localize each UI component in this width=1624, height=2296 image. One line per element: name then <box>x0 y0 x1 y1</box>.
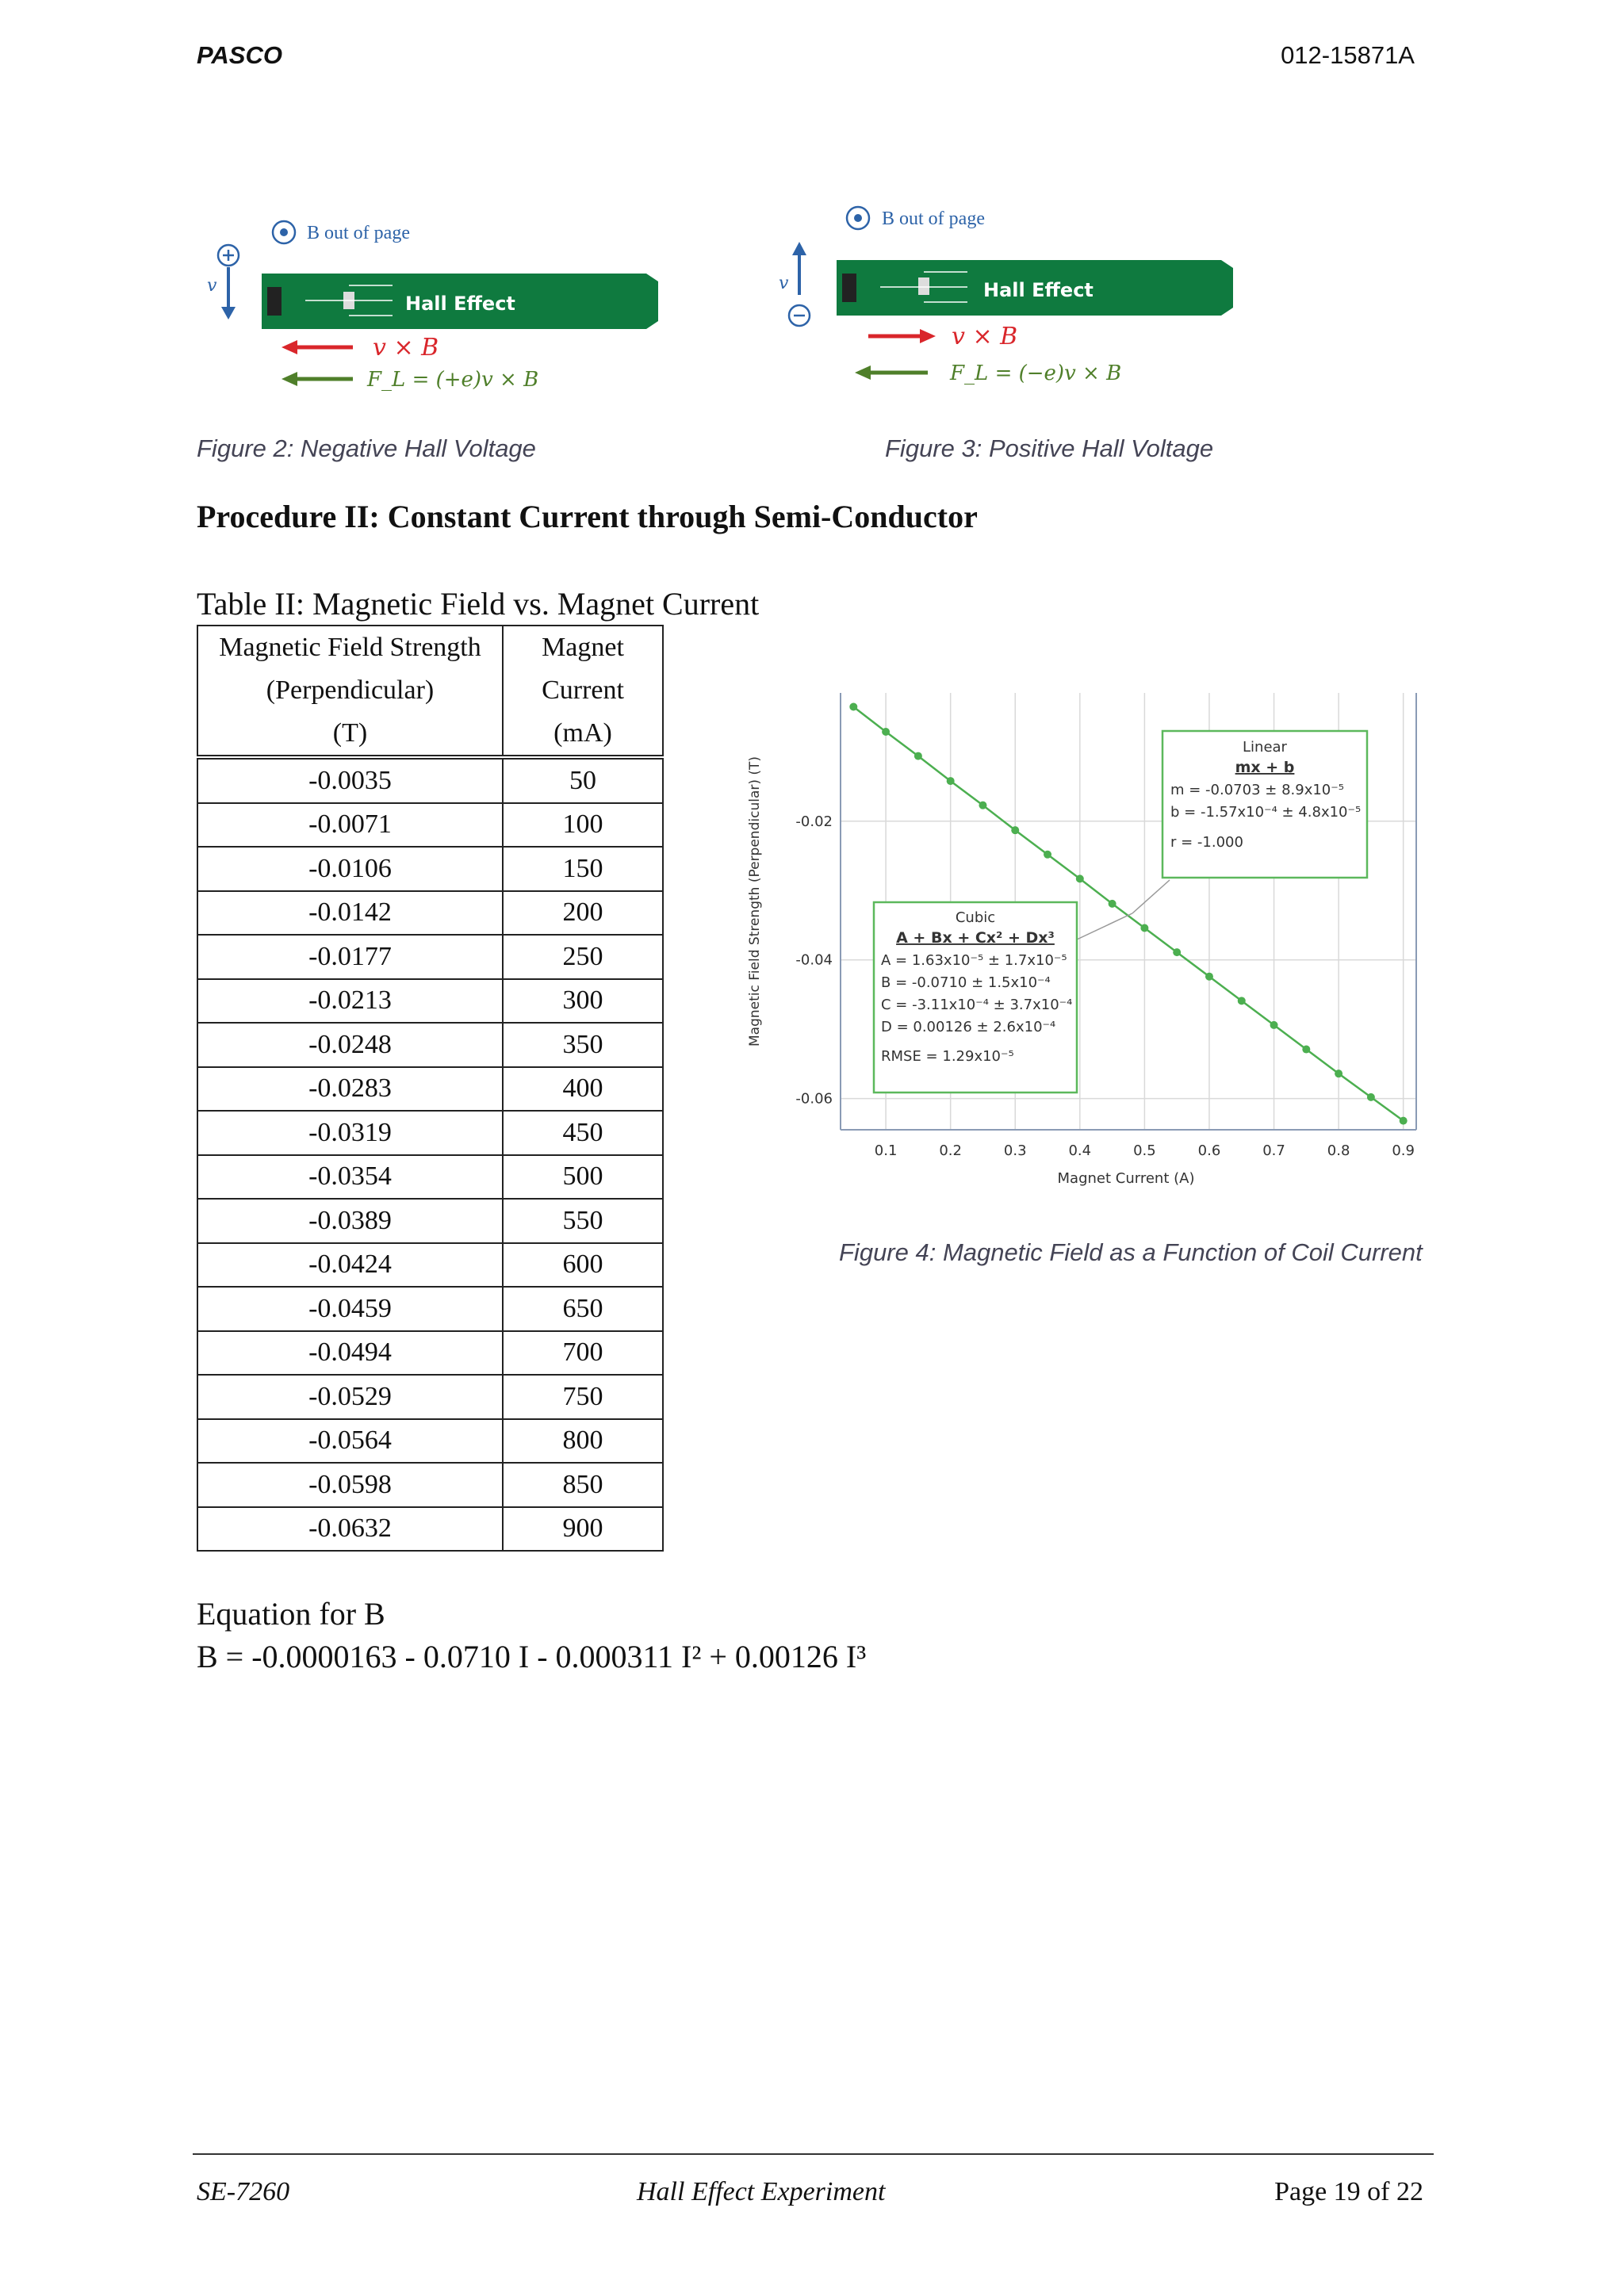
velocity-down-arrow-icon <box>221 267 236 320</box>
field-strength-cell: -0.0177 <box>197 935 503 979</box>
footer-divider <box>193 2153 1434 2155</box>
equation-label: Equation for B <box>197 1596 385 1632</box>
velocity-label: v <box>207 276 217 296</box>
table-row <box>197 1463 663 1507</box>
field-strength-cell: -0.0494 <box>197 1331 503 1376</box>
data-point <box>1173 948 1181 956</box>
table-row <box>197 1111 663 1155</box>
magnet-current-cell: 150 <box>503 847 663 891</box>
table-row <box>197 1287 663 1331</box>
hall-effect-board <box>262 274 658 329</box>
table-header-current: Magnet Current (mA) <box>503 626 663 757</box>
x-tick-label: 0.6 <box>1197 1142 1221 1159</box>
field-strength-cell: -0.0248 <box>197 1023 503 1067</box>
board-label: Hall Effect <box>405 293 515 315</box>
svg-text:C = -3.11x10⁻⁴ ± 3.7x10⁻⁴: C = -3.11x10⁻⁴ ± 3.7x10⁻⁴ <box>881 997 1073 1013</box>
table-row <box>197 847 663 891</box>
b-label: B out of page <box>307 223 410 243</box>
data-point <box>1109 900 1116 908</box>
magnet-current-cell: 700 <box>503 1331 663 1376</box>
data-point <box>1140 924 1148 932</box>
magnet-current-cell: 450 <box>503 1111 663 1155</box>
x-tick-label: 0.5 <box>1133 1142 1156 1159</box>
field-strength-cell: -0.0319 <box>197 1111 503 1155</box>
table-row <box>197 1067 663 1112</box>
field-strength-cell: -0.0632 <box>197 1507 503 1552</box>
magnet-current-cell: 400 <box>503 1067 663 1112</box>
table-row <box>197 1243 663 1288</box>
x-tick-label: 0.3 <box>1003 1142 1027 1159</box>
procedure-heading: Procedure II: Constant Current through Semi-Conductor <box>197 499 978 534</box>
board-label: Hall Effect <box>983 279 1094 301</box>
table-row <box>197 1331 663 1376</box>
negative-charge-icon <box>789 305 810 326</box>
svg-text:A + Bx + Cx² + Dx³: A + Bx + Cx² + Dx³ <box>896 929 1055 947</box>
magnet-current-cell: 300 <box>503 979 663 1024</box>
x-tick-label: 0.4 <box>1068 1142 1092 1159</box>
table-row <box>197 803 663 848</box>
x-tick-label: 0.1 <box>874 1142 898 1159</box>
linear-fit-connector <box>1132 880 1170 913</box>
data-point <box>1205 973 1213 981</box>
magnet-current-cell: 100 <box>503 803 663 848</box>
y-tick-label: -0.02 <box>795 813 833 830</box>
figure-2-caption: Figure 2: Negative Hall Voltage <box>197 434 536 462</box>
field-strength-cell: -0.0529 <box>197 1375 503 1419</box>
data-point <box>1044 851 1051 859</box>
figure-4-caption: Figure 4: Magnetic Field as a Function of Coil Current <box>839 1238 1423 1266</box>
magnet-current-cell: 650 <box>503 1287 663 1331</box>
table-header-field: Magnetic Field Strength (Perpendicular) (T) <box>197 626 503 757</box>
data-point <box>1302 1046 1310 1054</box>
force-eq-2: F_L = (−e)v × B <box>950 362 1122 385</box>
table-row <box>197 1199 663 1243</box>
field-strength-cell: -0.0283 <box>197 1067 503 1112</box>
hall-effect-board <box>837 260 1233 316</box>
figure-positive-hall <box>777 198 1269 392</box>
chart-ylabel: Magnetic Field Strength (Perpendicular) (T) <box>747 756 763 1047</box>
x-tick-label: 0.9 <box>1392 1142 1415 1159</box>
magnet-current-cell: 250 <box>503 935 663 979</box>
figure-negative-hall <box>202 210 694 404</box>
magnetic-field-chart <box>737 682 1435 1201</box>
table-row <box>197 891 663 936</box>
field-strength-cell: -0.0459 <box>197 1287 503 1331</box>
magnet-current-cell: 900 <box>503 1507 663 1552</box>
x-tick-label: 0.8 <box>1327 1142 1350 1159</box>
table-title: Table II: Magnetic Field vs. Magnet Current <box>197 586 760 622</box>
magnet-current-cell: 350 <box>503 1023 663 1067</box>
force-eq-1: v × B <box>373 334 439 362</box>
chart-xlabel: Magnet Current (A) <box>1057 1170 1195 1187</box>
force-eq-2: F_L = (+e)v × B <box>367 368 539 392</box>
data-point <box>979 802 986 809</box>
cubic-fit-box <box>874 902 1077 1093</box>
magnet-current-cell: 800 <box>503 1419 663 1464</box>
magnet-current-cell: 750 <box>503 1375 663 1419</box>
field-strength-cell: -0.0035 <box>197 757 503 803</box>
data-point <box>1400 1117 1408 1125</box>
magnet-current-cell: 50 <box>503 757 663 803</box>
field-strength-cell: -0.0213 <box>197 979 503 1024</box>
data-point <box>914 752 922 760</box>
footer-page-number: Page 19 of 22 <box>1274 2177 1423 2206</box>
table-row <box>197 1375 663 1419</box>
data-point <box>1270 1021 1278 1029</box>
table-row <box>197 1419 663 1464</box>
magnet-current-cell: 600 <box>503 1243 663 1288</box>
field-strength-cell: -0.0106 <box>197 847 503 891</box>
magnet-current-cell: 550 <box>503 1199 663 1243</box>
svg-text:B = -0.0710 ± 1.5x10⁻⁴: B = -0.0710 ± 1.5x10⁻⁴ <box>881 974 1051 991</box>
equation-text: B = -0.0000163 - 0.0710 I - 0.000311 I² + 0.00126 I³ <box>197 1639 867 1674</box>
data-point <box>849 702 857 710</box>
field-strength-cell: -0.0598 <box>197 1463 503 1507</box>
green-left-arrow-icon <box>855 365 928 380</box>
field-strength-cell: -0.0071 <box>197 803 503 848</box>
svg-text:Linear: Linear <box>1243 739 1287 756</box>
data-point <box>882 728 890 736</box>
red-right-arrow-icon <box>868 329 936 343</box>
y-tick-label: -0.06 <box>795 1090 833 1108</box>
svg-text:A = 1.63x10⁻⁵ ± 1.7x10⁻⁵: A = 1.63x10⁻⁵ ± 1.7x10⁻⁵ <box>881 952 1067 969</box>
svg-text:m = -0.0703 ± 8.9x10⁻⁵: m = -0.0703 ± 8.9x10⁻⁵ <box>1170 782 1344 798</box>
table-row <box>197 1507 663 1552</box>
svg-text:RMSE = 1.29x10⁻⁵: RMSE = 1.29x10⁻⁵ <box>881 1048 1014 1065</box>
green-left-arrow-icon <box>282 372 353 386</box>
data-point <box>1011 826 1019 834</box>
y-tick-label: -0.04 <box>795 951 833 969</box>
data-point <box>1076 874 1084 882</box>
red-left-arrow-icon <box>282 340 353 354</box>
velocity-label: v <box>779 274 789 293</box>
force-eq-1: v × B <box>952 323 1018 350</box>
svg-text:mx + b: mx + b <box>1235 759 1295 776</box>
header-doc-number: 012-15871A <box>1281 41 1415 69</box>
data-point <box>1335 1070 1342 1077</box>
table-row <box>197 1023 663 1067</box>
field-strength-cell: -0.0142 <box>197 891 503 936</box>
magnet-current-cell: 200 <box>503 891 663 936</box>
field-strength-cell: -0.0389 <box>197 1199 503 1243</box>
b-label: B out of page <box>882 209 985 229</box>
figure-3-caption: Figure 3: Positive Hall Voltage <box>885 434 1214 462</box>
x-tick-label: 0.2 <box>939 1142 962 1159</box>
svg-text:Cubic: Cubic <box>955 909 996 926</box>
table-row <box>197 979 663 1024</box>
svg-text:r = -1.000: r = -1.000 <box>1170 834 1243 851</box>
data-point <box>1238 997 1246 1004</box>
magnet-current-cell: 500 <box>503 1155 663 1200</box>
table-row <box>197 757 663 803</box>
table-row <box>197 935 663 979</box>
magnet-current-cell: 850 <box>503 1463 663 1507</box>
svg-text:b = -1.57x10⁻⁴ ± 4.8x10⁻⁵: b = -1.57x10⁻⁴ ± 4.8x10⁻⁵ <box>1170 804 1362 821</box>
field-strength-cell: -0.0424 <box>197 1243 503 1288</box>
positive-charge-icon <box>218 245 239 266</box>
x-tick-label: 0.7 <box>1262 1142 1285 1159</box>
cubic-fit-connector <box>1077 913 1132 939</box>
footer-title: Hall Effect Experiment <box>637 2177 886 2206</box>
velocity-up-arrow-icon <box>792 242 806 295</box>
linear-fit-box <box>1162 731 1367 878</box>
svg-text:D = 0.00126 ± 2.6x10⁻⁴: D = 0.00126 ± 2.6x10⁻⁴ <box>881 1019 1056 1035</box>
field-strength-cell: -0.0564 <box>197 1419 503 1464</box>
chart-svg <box>737 682 1435 1197</box>
table-row <box>197 1155 663 1200</box>
footer-product-code: SE-7260 <box>197 2177 290 2206</box>
b-out-of-page-icon <box>847 207 869 229</box>
b-out-of-page-icon <box>273 221 295 243</box>
data-point <box>947 777 955 785</box>
data-table <box>197 625 664 1552</box>
header-brand: PASCO <box>197 41 282 69</box>
field-strength-cell: -0.0354 <box>197 1155 503 1200</box>
data-point <box>1367 1093 1375 1101</box>
